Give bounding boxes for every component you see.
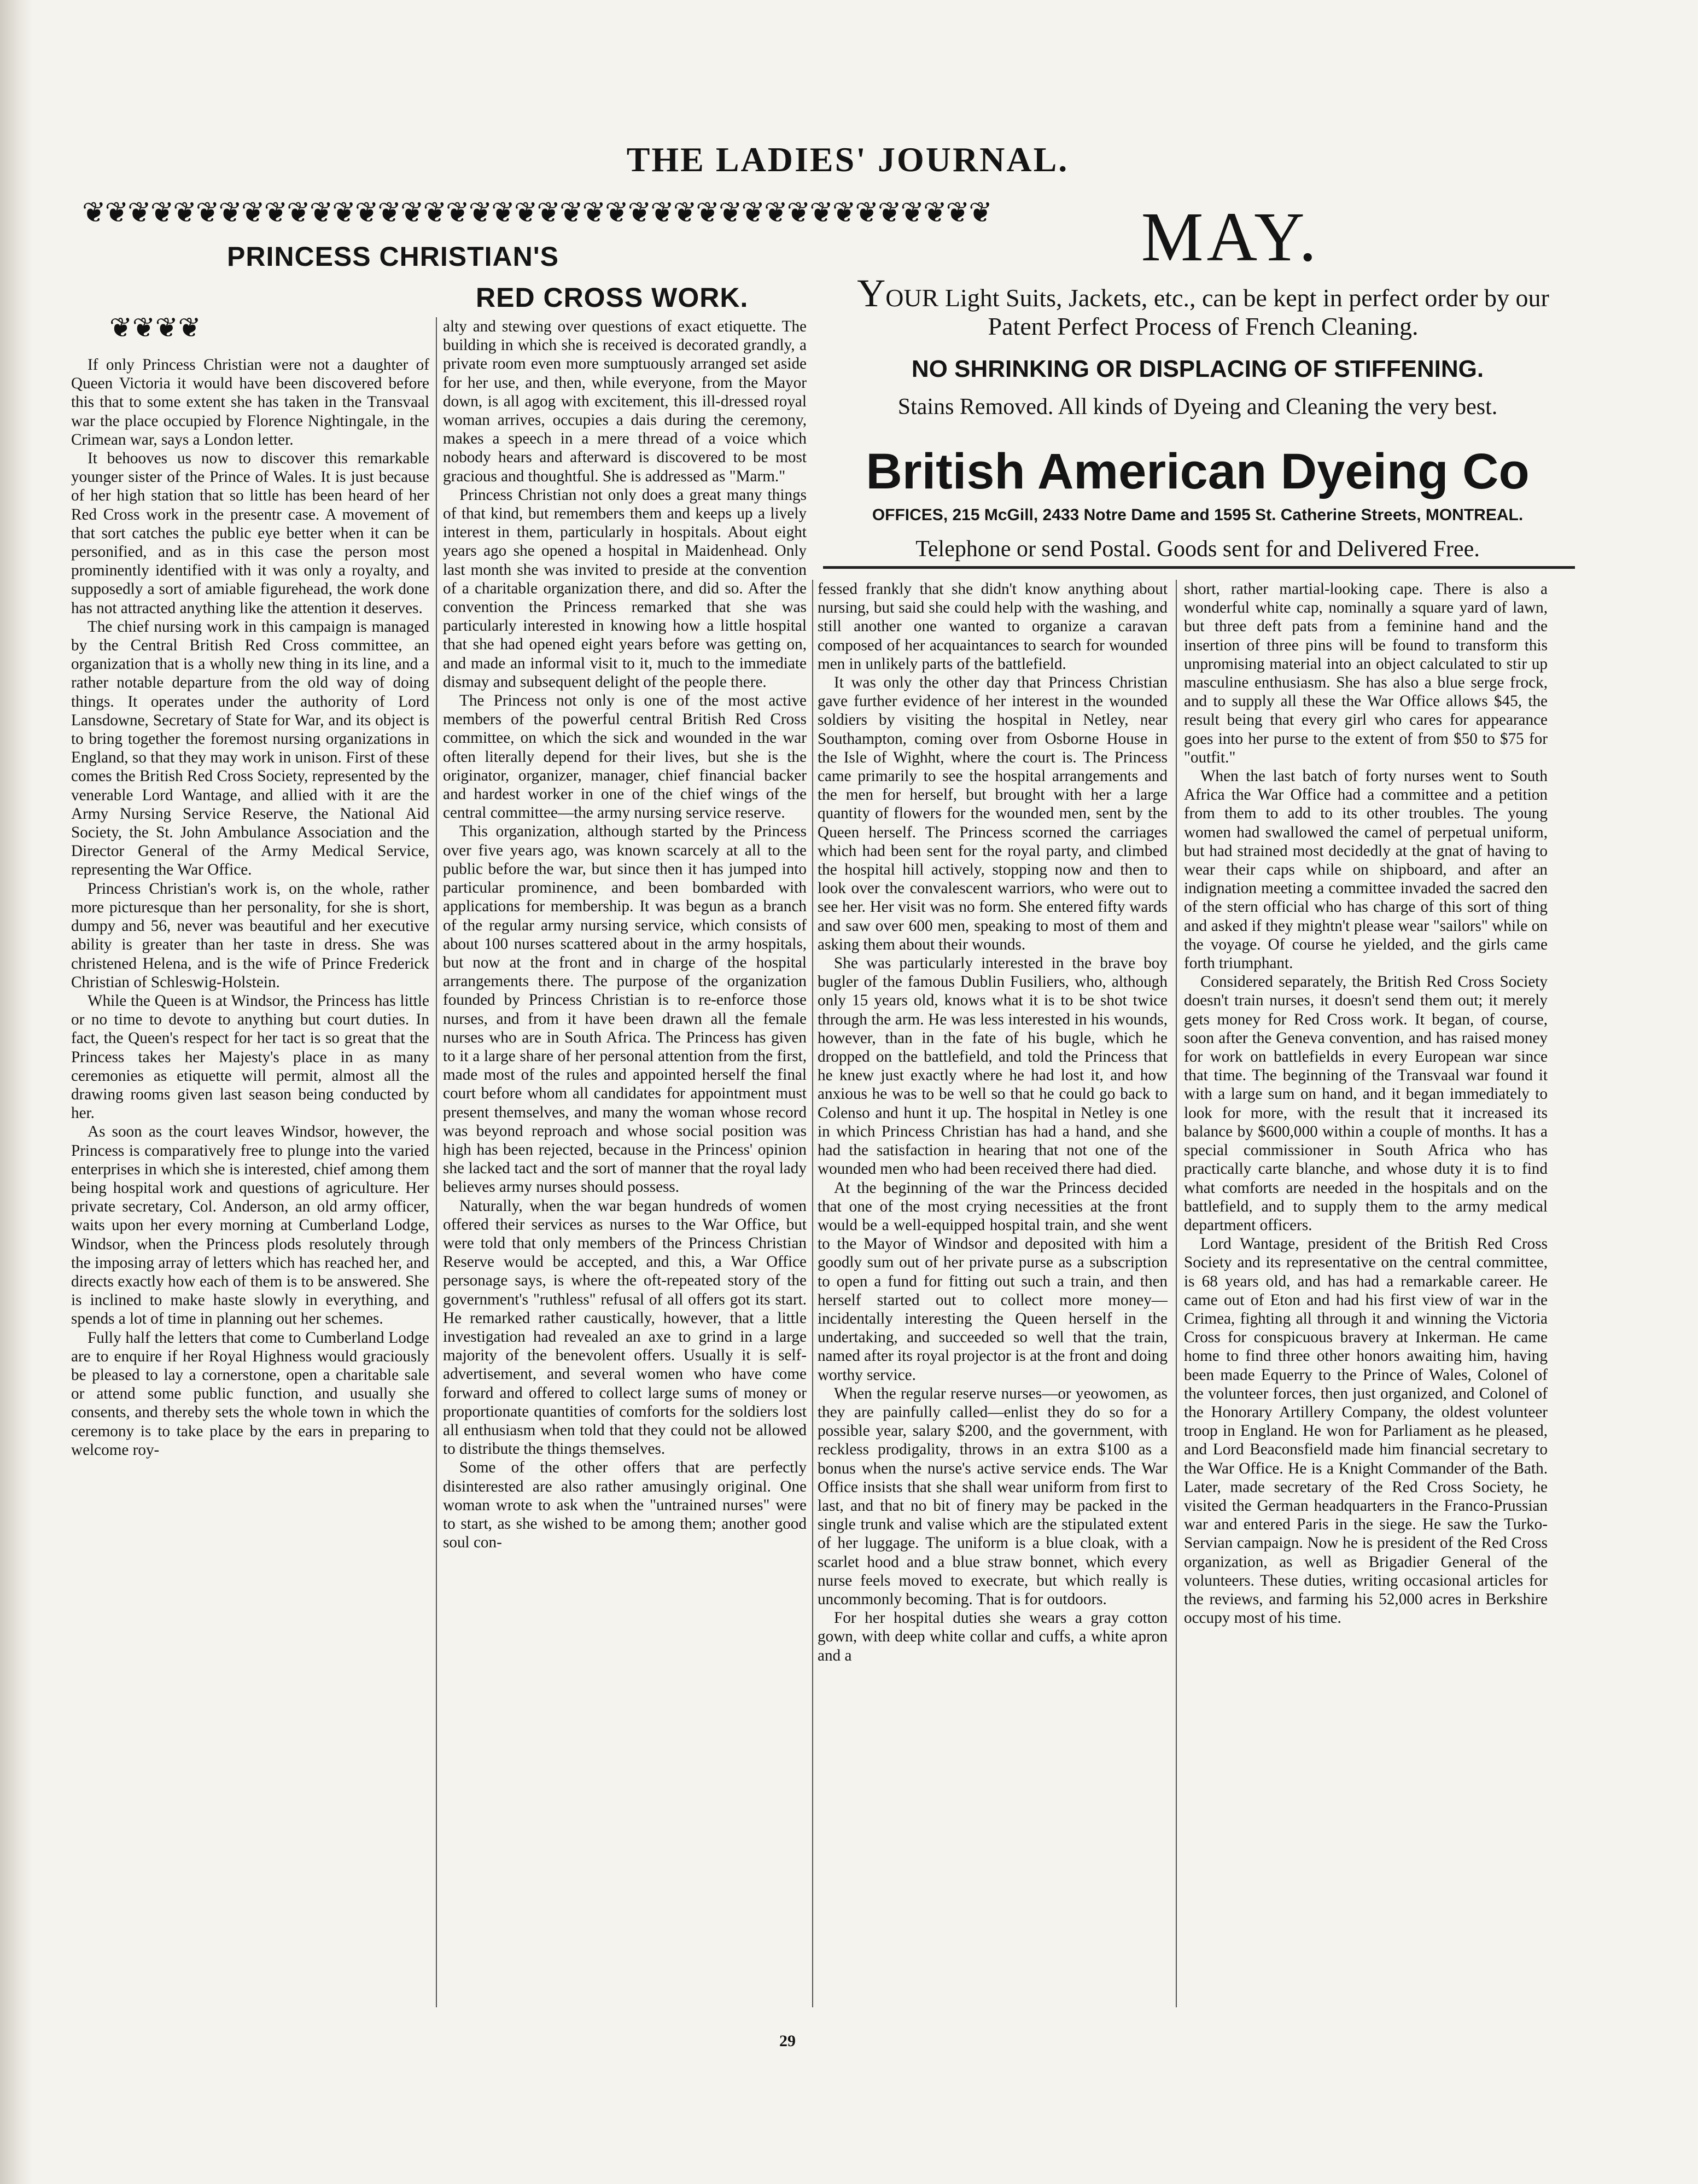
paragraph: When the last batch of forty nurses went to South Africa the War Office had a committee and a petition from them to add to its other troubles. The young women had swallowed the camel of perpetual uniform, but had strained most decidedly at the gnat of having to wear their caps while on shipboard, and after an indignation meeting a committee invaded the sacred den of the stern official who has charge of this sort of thing and asked if they mightn't please wear "sailors" while on the voyage. Of course he yielded, and the girls came forth triumphant. bbox=[1184, 767, 1548, 972]
ad-offices: OFFICES, 215 McGill, 2433 Notre Dame and 1595 St. Catherine Streets, MONTREAL. bbox=[872, 506, 1524, 524]
ad-company-name: British American Dyeing Co bbox=[866, 444, 1530, 499]
paragraph: Fully half the letters that come to Cumberland Lodge are to enquire if her Royal Highness would graciously be pleased to lay a cornerstone, open a charitable sale or attend some public function, and usually she consents, and thereby sets the whole town in which the ceremony is to take place by the ears in preparing to welcome roy- bbox=[71, 1329, 429, 1459]
paragraph: While the Queen is at Windsor, the Princess has little or no time to devote to anything but court duties. In fact, the Queen's respect for her tact is so great that the Princess takes her Majesty's place in as many ceremonies as etiquette will permit, almost all the drawing rooms given last season being conducted by her. bbox=[71, 992, 429, 1122]
journal-title: THE LADIES' JOURNAL. bbox=[626, 140, 1069, 179]
paragraph: The Princess not only is one of the most active members of the powerful central British Red Cross committee, on which the sick and wounded in the war often literally depend for their lives, but she is the originator, organizer, manager, chief financial backer and hardest worker in one of the chief wings of the central committee—the army nursing service reserve. bbox=[443, 692, 807, 822]
paragraph: Princess Christian not only does a great many things of that kind, but remembers them and keeps up a lively interest in them, particularly in hospitals. About eight years ago she opened a hospital in Maidenhead. Only last month she was invited to preside at the convention of a charitable organization there, and did so. After the convention the Princess remarked that she was particularly interested in knowing how a little hospital that she had opened eight years before was getting on, and made an informal visit to it, much to the immediate dismay and subsequent delight of the people there. bbox=[443, 486, 807, 691]
column-rule bbox=[436, 317, 437, 2007]
column-rule bbox=[812, 580, 813, 2007]
article-headline-line1: PRINCESS CHRISTIAN'S bbox=[227, 241, 559, 272]
ad-intro-text bbox=[837, 271, 1569, 341]
paragraph: Lord Wantage, president of the British Red Cross Society and its representative on the central committee, is 68 years old, and has had a remarkable career. He came out of Eton and had his first view of war in the Crimea, fighting all through it and winning the Victoria Cross for conspicuous bravery at Inkerman. He came home to find three other honors awaiting him, having been made Equerry to the Prince of Wales, Colonel of the volunteer forces, then just organized, and Colonel of the Honorary Artillery Company, the oldest volunteer troop in England. He won for Parliament as he pleased, and Lord Beaconsfield made him financial secretary to the War Office. He is a Knight Commander of the Bath. Later, made secretary of the Red Cross Society, he visited the German headquarters in the Franco-Prussian war and entered Paris in the siege. He saw the Turko-Servian campaign. Now he is president of the Red Cross organization, as well as Brigadier General of the volunteers. These duties, writing occasional articles for the reviews, and farming his 52,000 acres in Berkshire occupy most of his time. bbox=[1184, 1235, 1548, 1627]
paragraph: Some of the other offers that are perfectly disinterested are also rather amusingly original. One woman wrote to ask when the "untrained nurses" were to start, as she wished to be among them; another good soul con- bbox=[443, 1459, 807, 1552]
paragraph: Naturally, when the war began hundreds of women offered their services as nurses to the War Office, but were told that only members of the Princess Christian Reserve would be accepted, and this, a War Office personage says, is where the oft-repeated story of the government's "ruthless" refusal of all offers got its start. He remarked rather caustically, however, that a little investigation had revealed an axe to grind in a large majority of the benevolent offers. Usually it is self-advertisement, and several women who have come forward and offered to collect large sums of money or proportionate quantities of comforts for the soldiers lost all enthusiasm when told that they could not be allowed to distribute the things themselves. bbox=[443, 1197, 807, 1458]
paragraph: short, rather martial-looking cape. There is also a wonderful white cap, nominally a square yard of lawn, but three deft pats from a feminine hand and the insertion of three pins will be found to transform this unpromising material into an object calculated to stir up masculine enthusiasm. She has also a blue serge frock, and to supply all these the War Office allows $45, the result being that every girl who cares for appearance goes into her purse to the extent of from $50 to $75 for "outfit." bbox=[1184, 580, 1548, 766]
paragraph: At the beginning of the war the Princess decided that one of the most crying necessities at the front would be a well-equipped hospital train, and she went to the Mayor of Windsor and deposited with him a goodly sum out of her private purse as a subscription to open a fund for fitting out such a train, and then herself started out to collect more money—incidentally interesting the Queen herself in the undertaking, and succeeded so well that the train, named after its royal projector is at the front and doing worthy service. bbox=[818, 1179, 1168, 1384]
article-column-1 bbox=[71, 356, 429, 2007]
paragraph: Princess Christian's work is, on the whole, rather more picturesque than her personality, for she is short, dumpy and 56, never was beautiful and her executive ability is greater than her taste in dress. She was christened Helena, and is the wife of Prince Frederick Christian of Schleswig-Holstein. bbox=[71, 880, 429, 991]
column-rule bbox=[1176, 580, 1177, 2007]
paragraph: It was only the other day that Princess Christian gave further evidence of her interest in the wounded soldiers by visiting the hospital in Netley, near Southampton, coming over from Osborne House in the Isle of Wighht, where the court is. The Princess came primarily to see the hospital arrangements and the men for herself, but brought with her a large quantity of flowers for the wounded men, sent by the Queen herself. The Princess scorned the carriages which had been sent for the royal party, and climbed the hospital hill actively, stopping now and then to look over the convalescent warriors, who were out to see her. Her visit was no form. She entered fifty wards and saw over 600 men, speaking to most of them and asking them about their wounds. bbox=[818, 674, 1168, 953]
ad-month: MAY. bbox=[1141, 198, 1320, 276]
paragraph: She was particularly interested in the brave boy bugler of the famous Dublin Fusiliers, who, although only 15 years old, knows what it is to be shot twice through the arm. He was less interested in his wounds, however, than in the fate of his bugle, which he dropped on the battlefield, and told the Princess that he knew just exactly where he had lost it, and how anxious he was to be well so that he could go back to Colenso and hunt it up. The hospital in Netley is one in which Princess Christian has had a hand, and she had the satisfaction in hearing that not one of the wounded men who had been received there had died. bbox=[818, 954, 1168, 1178]
ornament-tail: ❦❦❦❦ bbox=[109, 312, 201, 343]
ad-drop-cap: Y bbox=[857, 271, 886, 315]
page-binding-edge bbox=[0, 0, 33, 2184]
article-column-2 bbox=[443, 317, 807, 2007]
paragraph: When the regular reserve nurses—or yeowomen, as they are painfully called—enlist they do so for a possible year, salary $200, and the government, with reckless prodigality, throws in an extra $100 as a bonus when the nurse's active service ends. The War Office insists that she shall wear uniform from first to last, and that no bit of finery may be packed in the single trunk and valise which are the stipulated extent of her luggage. The uniform is a blue cloak, with a scarlet hood and a blue straw bonnet, which every nurse feels moved to execrate, but which really is uncommonly becoming. That is for outdoors. bbox=[818, 1384, 1168, 1608]
ad-divider-rule bbox=[823, 566, 1575, 569]
article-column-3 bbox=[818, 580, 1168, 2007]
ad-intro-rest: OUR Light Suits, Jackets, etc., can be kept in perfect order by our Patent Perfect Process of French Cleaning. bbox=[885, 284, 1549, 340]
paragraph: If only Princess Christian were not a daughter of Queen Victoria it would have been discovered before this that to some extent she has taken in the Transvaal war the place occupied by Florence Nightingale, in the Crimean war, says a London letter. bbox=[71, 356, 429, 449]
ad-phone-line: Telephone or send Postal. Goods sent for and Delivered Free. bbox=[915, 537, 1480, 562]
article-column-4 bbox=[1184, 580, 1548, 2007]
paragraph: As soon as the court leaves Windsor, however, the Princess is comparatively free to plunge into the varied enterprises in which she is interested, chief among them being hospital work and questions of agriculture. Her private secretary, Col. Anderson, an old army officer, waits upon her every morning at Cumberland Lodge, Windsor, when the Princess plods resolutely through the imposing array of letters which has reached her, and directs exactly how each of them is to be answered. She is inclined to make haste slowly in everything, and spends a lot of time in planning out her schemes. bbox=[71, 1123, 429, 1328]
ad-no-shrinking: NO SHRINKING OR DISPLACING OF STIFFENING. bbox=[911, 356, 1484, 382]
paragraph: This organization, although started by the Princess over five years ago, was known scarcely at all to the public before the war, but since then it has jumped into particular prominence, and been bombarded with applications for membership. It was begun as a branch of the regular army nursing service, which consists of about 100 nurses scattered about in the army hospitals, but now at the front and in charge of the hospital arrangements there. The purpose of the organization founded by Princess Christian is to re-enforce those nurses, and from it have been drawn all the female nurses who are in South Africa. The Princess has given to it a large share of her personal attention from the first, made most of the rules and appointed herself the final court before whom all candidates for appointment must present themselves, and many the woman whose record was beyond reproach and whose social position was high has been rejected, because in the Princess' opinion she lacked tact and the sort of manner that the royal lady believes army nurses should possess. bbox=[443, 823, 807, 1196]
article-headline-line2: RED CROSS WORK. bbox=[476, 282, 749, 313]
paragraph: It behooves us now to discover this remarkable younger sister of the Prince of Wales. It is just because of her high station that so little has been heard of her Red Cross work in the presentr case. A movement of that sort catches the public eye better when it can be personified, and as in this case the person most prominently identified with it was only a royalty, and supposedly a sort of amiable figurehead, the work done has not attracted anything like the attention it deserves. bbox=[71, 450, 429, 617]
paragraph: fessed frankly that she didn't know anything about nursing, but said she could help with the washing, and still another one wanted to organize a caravan composed of her acquaintances to search for wounded men in unlikely parts of the battlefield. bbox=[818, 580, 1168, 673]
paragraph: Considered separately, the British Red Cross Society doesn't train nurses, it doesn't send them out; it merely gets money for Red Cross work. It began, of course, soon after the Geneva convention, and has raised money for work on battlefields in every European war since that time. The beginning of the Transvaal war found it with a large sum on hand, and it began immediately to look for more, with the result that it increased its balance by $600,000 within a couple of months. It has a special commissioner in South Africa who has practically carte blanche, and whose duty it is to find what comforts are needed in the hospitals and on the battlefield, and to supply them to the army medical department officers. bbox=[1184, 973, 1548, 1234]
ornament-chain: ❦❦❦❦❦❦❦❦❦❦❦❦❦❦❦❦❦❦❦❦❦❦❦❦❦❦❦❦❦❦❦❦❦❦❦❦❦❦❦❦ bbox=[82, 197, 991, 229]
paragraph: For her hospital duties she wears a gray cotton gown, with deep white collar and cuffs, a white apron and a bbox=[818, 1609, 1168, 1664]
paragraph: alty and stewing over questions of exact etiquette. The building in which she is received is decorated grandly, a private room even more sumptuously arranged set aside for her use, and then, while everyone, from the Mayor down, is all agog with excitement, this ill-dressed royal woman arrives, occupies a dais during the ceremony, makes a speech in a mere thread of a voice which nobody hears and afterward is discovered to be most gracious and thoughtful. She is addressed as "Marm." bbox=[443, 318, 807, 485]
ad-stains-line: Stains Removed. All kinds of Dyeing and Cleaning the very best. bbox=[897, 394, 1498, 420]
page-number: 29 bbox=[779, 2032, 796, 2050]
paragraph: The chief nursing work in this campaign is managed by the Central British Red Cross committee, an organization that is a wholly new thing in its line, and a rather notable departure from the old way of doing things. It operates under the authority of Lord Lansdowne, Secretary of State for War, and its object is to bring together the foremost nursing organizations in England, so that they may work in unison. First of these comes the British Red Cross Society, represented by the venerable Lord Wantage, and allied with it are the Army Nursing Service Reserve, the National Aid Society, the St. John Ambulance Association and the Director General of the Army Medical Service, representing the War Office. bbox=[71, 618, 429, 879]
